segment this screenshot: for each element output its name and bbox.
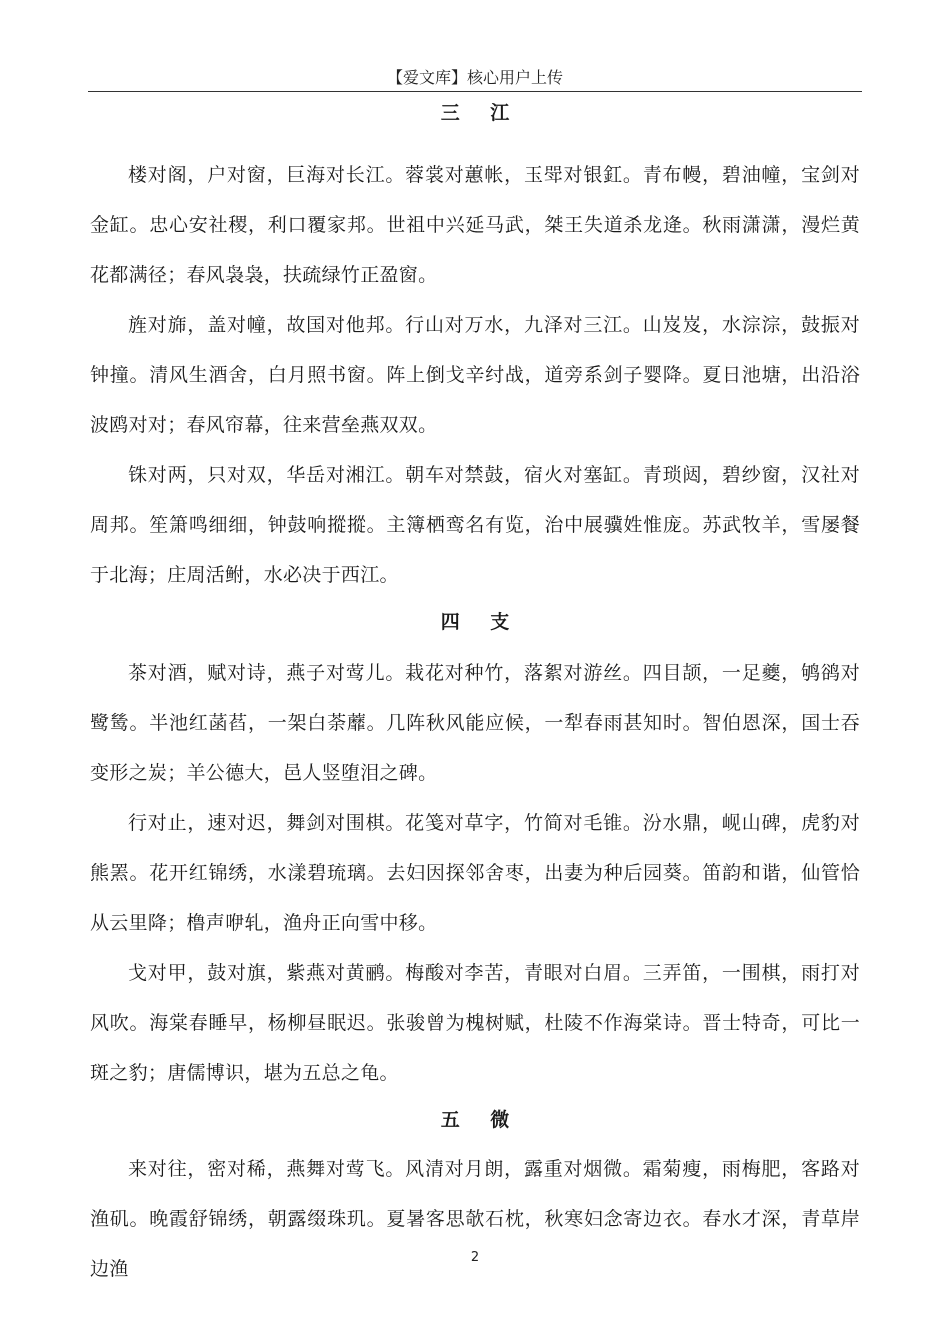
- section-title: 五 微: [440, 1109, 522, 1131]
- header-divider: [88, 91, 862, 92]
- paragraph: 旌对旆，盖对幢，故国对他邦。行山对万水，九泽对三江。山岌岌，水淙淙，鼓振对钟撞。清风生酒舍，白月照书窗。阵上倒戈辛纣战，道旁系剑子婴降。夏日池塘，出沿浴波鸥对对；春风帘幕，往来营垒燕双双。: [90, 314, 860, 436]
- paragraph: 铢对两，只对双，华岳对湘江。朝车对禁鼓，宿火对塞缸。青琐闼，碧纱窗，汉社对周邦。笙箫鸣细细，钟鼓响摐摐。主簿栖鸾名有览，治中展骥姓惟庞。苏武牧羊，雪屡餐于北海；庄周活鲋，水必决于西江。: [90, 464, 860, 586]
- page-header: 【爱文库】核心用户上传: [386, 68, 563, 87]
- section-san-jiang: [90, 97, 860, 600]
- section-si-zhi: [90, 606, 860, 1098]
- page-number: 2: [470, 1250, 480, 1265]
- section-wu-wei: [90, 1104, 860, 1294]
- document-body: [90, 97, 860, 1294]
- section-title: 四 支: [440, 611, 522, 633]
- paragraph: 行对止，速对迟，舞剑对围棋。花笺对草字，竹简对毛锥。汾水鼎，岘山碑，虎豹对熊罴。花开红锦绣，水漾碧琉璃。去妇因探邻舍枣，出妻为种后园葵。笛韵和谐，仙管恰从云里降；橹声咿轧，渔舟正向雪中移。: [90, 812, 860, 934]
- paragraph: 戈对甲，鼓对旗，紫燕对黄鹂。梅酸对李苦，青眼对白眉。三弄笛，一围棋，雨打对风吹。海棠春睡早，杨柳昼眠迟。张骏曾为槐树赋，杜陵不作海棠诗。晋士特奇，可比一斑之豹；唐儒博识，堪为五总之龟。: [90, 962, 860, 1084]
- section-title: 三 江: [440, 102, 522, 124]
- paragraph: 来对往，密对稀，燕舞对莺飞。风清对月朗，露重对烟微。霜菊瘦，雨梅肥，客路对渔矶。晚霞舒锦绣，朝露缀珠玑。夏暑客思欹石枕，秋寒妇念寄边衣。春水才深，青草岸边渔: [90, 1158, 860, 1280]
- paragraph: 茶对酒，赋对诗，燕子对莺儿。栽花对种竹，落絮对游丝。四目颉，一足夔，鸲鹆对鹭鸶。半池红菡萏，一架白荼蘼。几阵秋风能应候，一犁春雨甚知时。智伯恩深，国士吞变形之炭；羊公德大，邑人竖堕泪之碑。: [90, 662, 860, 784]
- paragraph: 楼对阁，户对窗，巨海对长江。蓉裳对蕙帐，玉斝对银釭。青布幔，碧油幢，宝剑对金缸。忠心安社稷，利口覆家邦。世祖中兴延马武，桀王失道杀龙逄。秋雨潇潇，漫烂黄花都满径；春风袅袅，扶疏绿竹正盈窗。: [90, 164, 860, 286]
